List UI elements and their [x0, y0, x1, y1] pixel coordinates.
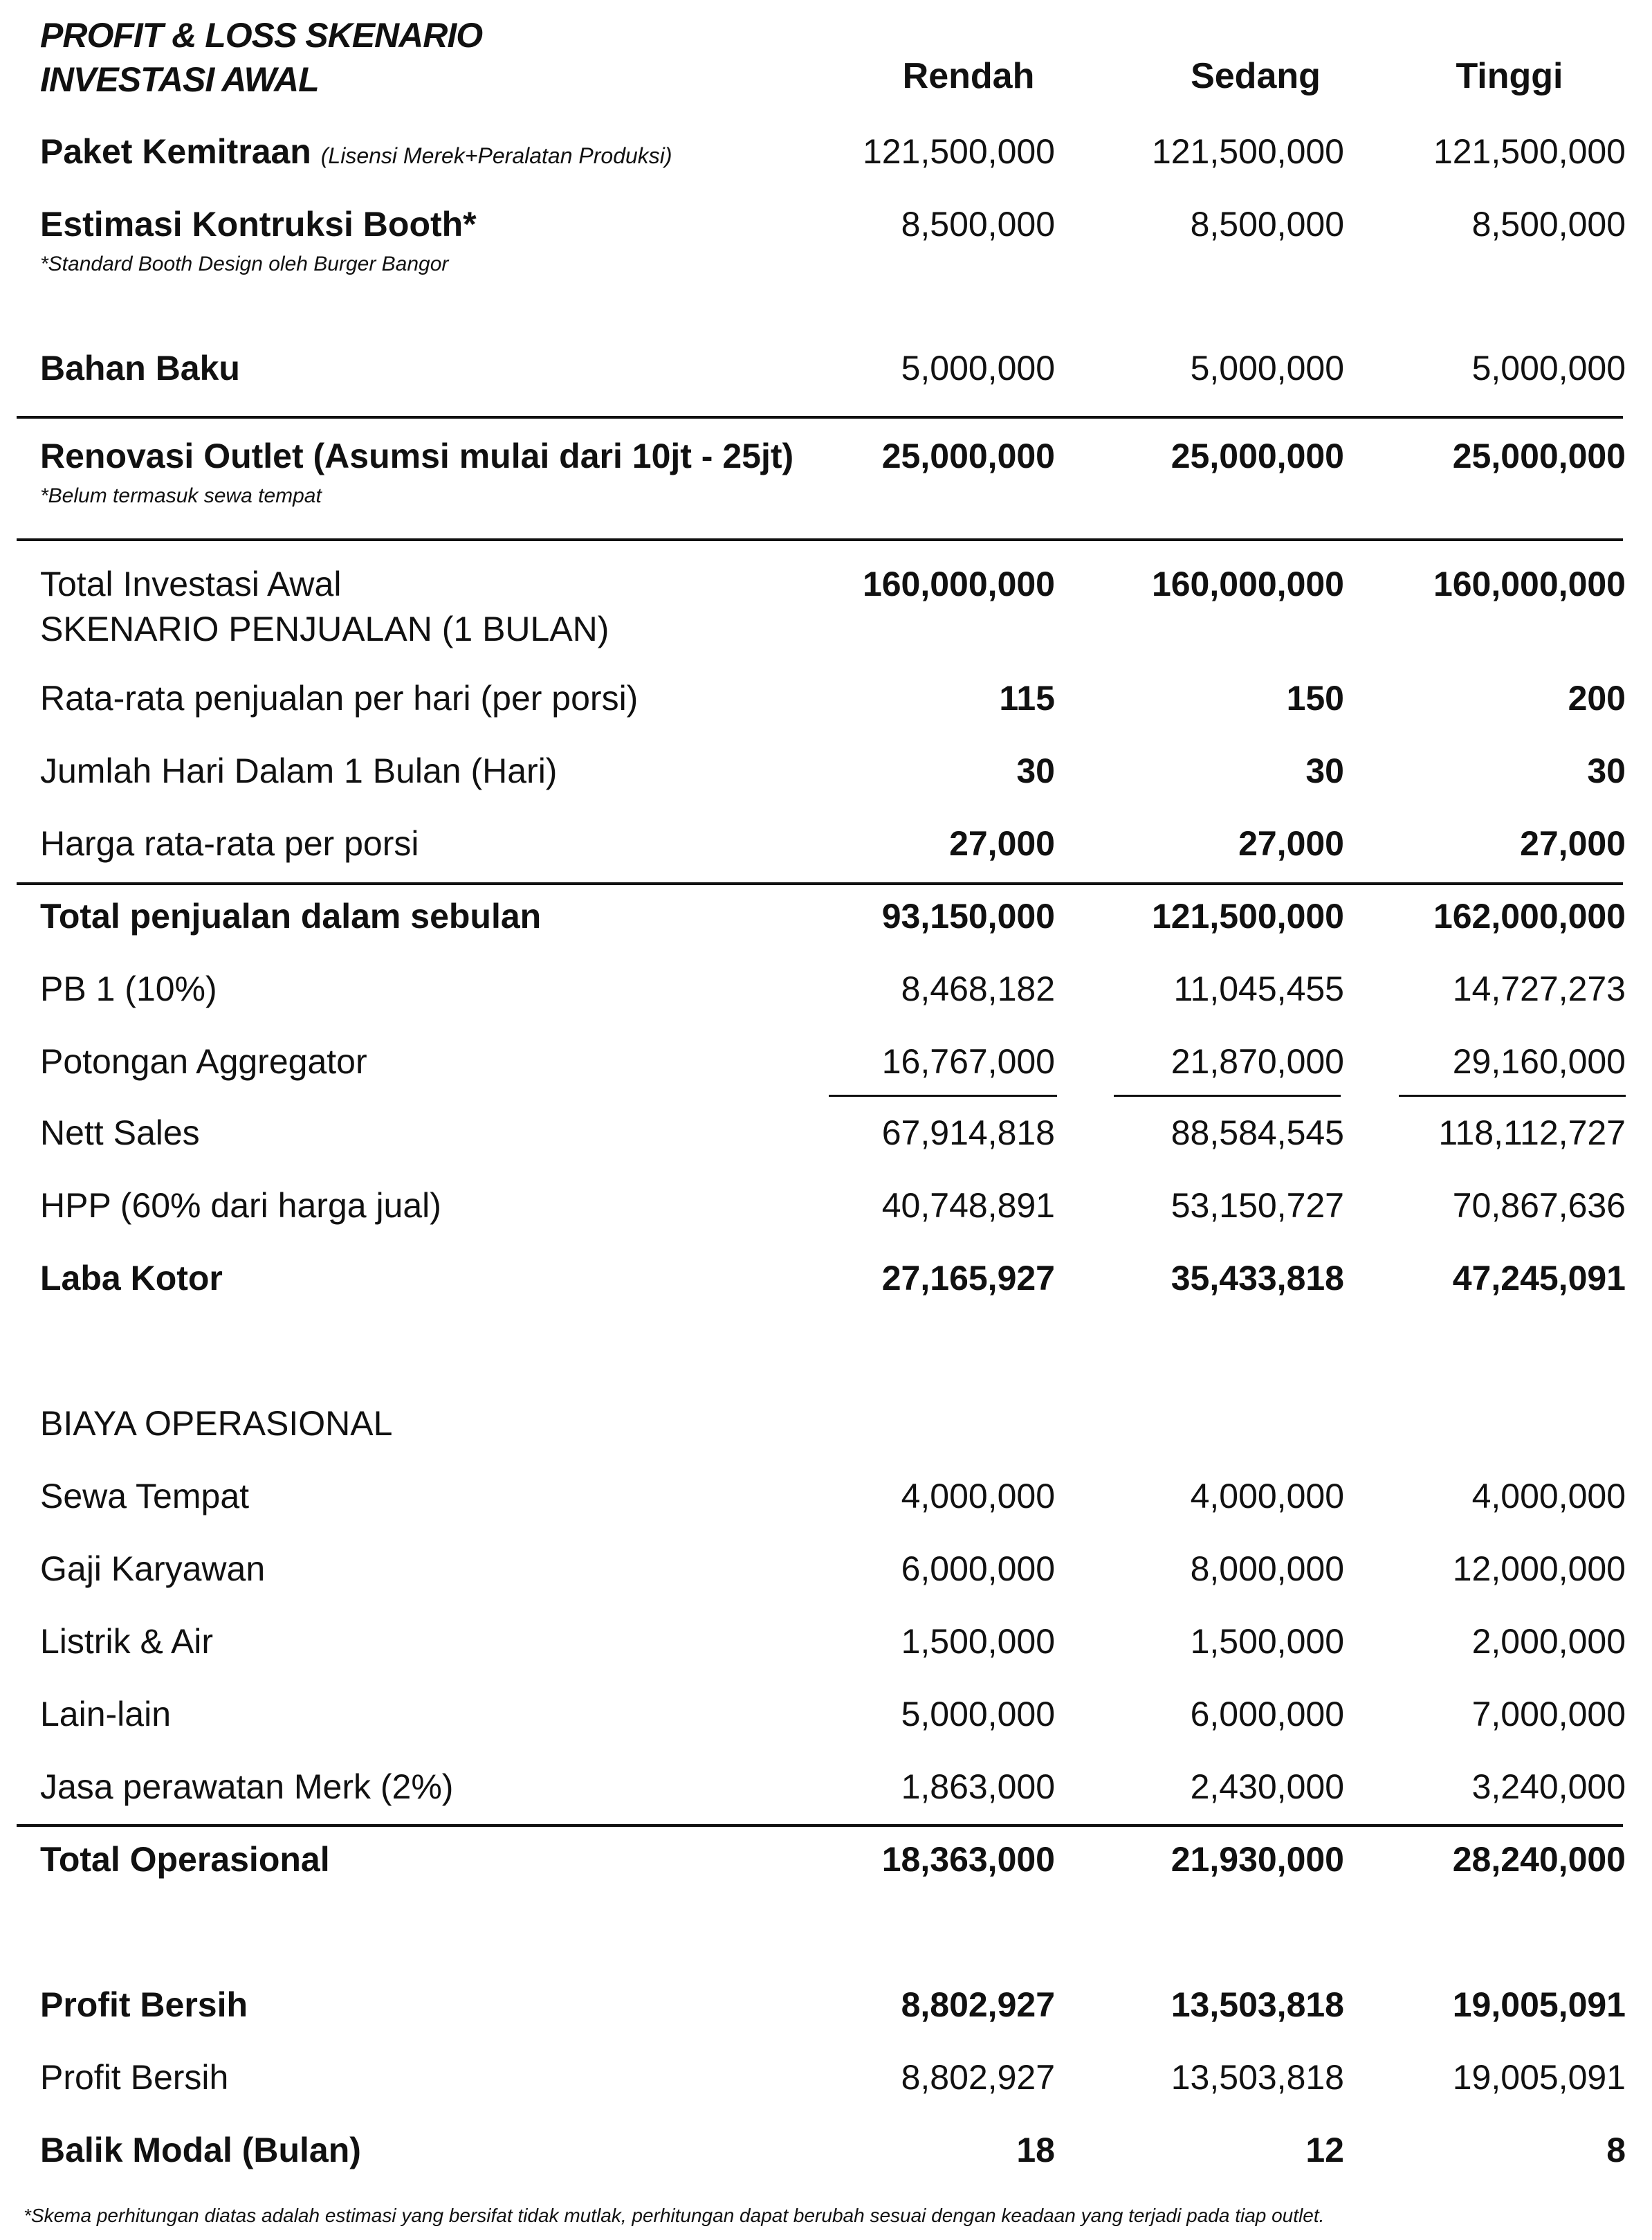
value-sedang: 8,500,000 [1190, 205, 1344, 244]
row-label: Lain-lain [40, 1695, 172, 1733]
value-sedang: 12 [1305, 2131, 1344, 2169]
value-sedang: 53,150,727 [1171, 1186, 1344, 1225]
row-label: Balik Modal (Bulan) [40, 2131, 361, 2169]
row-label: Harga rata-rata per porsi [40, 824, 419, 863]
divider-rule [17, 416, 1623, 419]
title-line-2: INVESTASI AWAL [40, 60, 319, 99]
value-rendah: 40,748,891 [881, 1186, 1055, 1225]
row-sewa-tempat [0, 1476, 1652, 1531]
title-line-1: PROFIT & LOSS SKENARIO [40, 16, 483, 55]
row-bahan-baku [0, 348, 1652, 403]
value-rendah: 8,802,927 [901, 1985, 1055, 2024]
row-label: Gaji Karyawan [40, 1549, 266, 1588]
row-jumlah-hari [0, 751, 1652, 806]
section-title: SKENARIO PENJUALAN (1 BULAN) [40, 610, 609, 648]
value-rendah: 1,863,000 [901, 1767, 1055, 1806]
value-sedang: 1,500,000 [1190, 1622, 1344, 1661]
section-heading-biaya [0, 1403, 1652, 1459]
row-profit-bersih-bold [0, 1985, 1652, 2040]
value-tinggi: 7,000,000 [1471, 1695, 1626, 1733]
value-sedang: 6,000,000 [1190, 1695, 1344, 1733]
value-tinggi: 27,000 [1520, 824, 1626, 863]
value-rendah: 27,000 [949, 824, 1055, 863]
row-balik-modal [0, 2130, 1652, 2185]
section-heading-skenario [0, 609, 1652, 664]
row-label: Paket Kemitraan [40, 132, 311, 171]
value-rendah: 4,000,000 [901, 1477, 1055, 1515]
row-label: Profit Bersih [40, 2058, 229, 2097]
row-label: Profit Bersih [40, 1985, 248, 2024]
row-label: Rata-rata penjualan per hari (per porsi) [40, 679, 639, 718]
row-renovasi-outlet [0, 436, 1652, 507]
row-gaji-karyawan [0, 1549, 1652, 1604]
value-tinggi: 8,500,000 [1471, 205, 1626, 244]
value-tinggi: 2,000,000 [1471, 1622, 1626, 1661]
value-sedang: 5,000,000 [1190, 349, 1344, 388]
row-sublabel: (Lisensi Merek+Peralatan Produksi) [320, 143, 672, 168]
value-sedang: 13,503,818 [1171, 2058, 1344, 2097]
row-label: Jumlah Hari Dalam 1 Bulan (Hari) [40, 752, 558, 790]
value-sedang: 21,930,000 [1171, 1840, 1344, 1879]
value-sedang: 21,870,000 [1171, 1042, 1344, 1081]
value-sedang: 4,000,000 [1190, 1477, 1344, 1515]
value-tinggi: 8 [1606, 2131, 1626, 2169]
value-rendah: 5,000,000 [901, 1695, 1055, 1733]
value-rendah: 16,767,000 [881, 1042, 1055, 1081]
value-rendah: 8,802,927 [901, 2058, 1055, 2097]
value-tinggi: 28,240,000 [1452, 1840, 1626, 1879]
value-rendah: 18 [1016, 2131, 1055, 2169]
value-tinggi: 5,000,000 [1471, 349, 1626, 388]
row-label: Bahan Baku [40, 349, 240, 388]
value-rendah: 27,165,927 [881, 1259, 1055, 1297]
row-rata-penjualan [0, 678, 1652, 734]
divider-rule [17, 882, 1623, 885]
subtotal-rule-sedang [1114, 1095, 1341, 1097]
value-rendah: 8,500,000 [901, 205, 1055, 244]
row-nett-sales [0, 1113, 1652, 1168]
value-sedang: 13,503,818 [1171, 1985, 1344, 2024]
row-label: HPP (60% dari harga jual) [40, 1186, 441, 1225]
value-rendah: 8,468,182 [901, 969, 1055, 1008]
row-harga-rata [0, 823, 1652, 879]
value-tinggi: 160,000,000 [1433, 565, 1626, 603]
value-sedang: 121,500,000 [1151, 132, 1344, 171]
row-label: Sewa Tempat [40, 1477, 250, 1515]
value-rendah: 30 [1016, 752, 1055, 790]
row-pb1 [0, 969, 1652, 1024]
row-label: Estimasi Kontruksi Booth* [40, 205, 477, 244]
value-sedang: 27,000 [1238, 824, 1344, 863]
value-sedang: 121,500,000 [1151, 897, 1344, 936]
row-potongan-aggregator [0, 1041, 1652, 1097]
row-label: PB 1 (10%) [40, 969, 217, 1008]
value-tinggi: 70,867,636 [1452, 1186, 1626, 1225]
value-rendah: 1,500,000 [901, 1622, 1055, 1661]
value-sedang: 150 [1286, 679, 1344, 718]
value-sedang: 8,000,000 [1190, 1549, 1344, 1588]
row-profit-bersih [0, 2057, 1652, 2113]
row-label: Potongan Aggregator [40, 1042, 367, 1081]
value-tinggi: 118,112,727 [1438, 1113, 1626, 1152]
value-rendah: 18,363,000 [881, 1840, 1055, 1879]
subtotal-rule-rendah [829, 1095, 1057, 1097]
value-tinggi: 162,000,000 [1433, 897, 1626, 936]
row-note: *Belum termasuk sewa tempat [40, 484, 322, 507]
value-sedang: 2,430,000 [1190, 1767, 1344, 1806]
row-label: Total Investasi Awal [40, 565, 342, 603]
value-sedang: 88,584,545 [1171, 1113, 1344, 1152]
value-tinggi: 30 [1587, 752, 1626, 790]
value-rendah: 6,000,000 [901, 1549, 1055, 1588]
row-estimasi-booth [0, 204, 1652, 275]
value-rendah: 25,000,000 [881, 437, 1055, 475]
row-total-operasional [0, 1839, 1652, 1895]
row-lain-lain [0, 1694, 1652, 1749]
value-sedang: 11,045,455 [1173, 969, 1344, 1008]
row-label: Laba Kotor [40, 1259, 223, 1297]
value-tinggi: 47,245,091 [1452, 1259, 1626, 1297]
row-label: Jasa perawatan Merk (2%) [40, 1767, 454, 1806]
row-label: Listrik & Air [40, 1622, 214, 1661]
row-label: Nett Sales [40, 1113, 200, 1152]
value-rendah: 160,000,000 [862, 565, 1055, 603]
column-header-tinggi: Tinggi [1456, 56, 1563, 96]
value-rendah: 5,000,000 [901, 349, 1055, 388]
value-tinggi: 29,160,000 [1452, 1042, 1626, 1081]
value-tinggi: 3,240,000 [1471, 1767, 1626, 1806]
value-rendah: 93,150,000 [881, 897, 1055, 936]
value-tinggi: 19,005,091 [1452, 2058, 1626, 2097]
value-tinggi: 25,000,000 [1452, 437, 1626, 475]
value-rendah: 121,500,000 [862, 132, 1055, 171]
row-label: Total Operasional [40, 1840, 330, 1879]
value-sedang: 160,000,000 [1151, 565, 1344, 603]
value-rendah: 67,914,818 [881, 1113, 1055, 1152]
row-laba-kotor [0, 1258, 1652, 1313]
value-sedang: 30 [1305, 752, 1344, 790]
footnote: *Skema perhitungan diatas adalah estimasi yang bersifat tidak mutlak, perhitungan dapat berubah sesuai dengan keadaan yang terjadi pada tiap outlet. [24, 2205, 1325, 2226]
row-jasa-perawatan [0, 1767, 1652, 1822]
value-sedang: 25,000,000 [1171, 437, 1344, 475]
subtotal-rule-tinggi [1399, 1095, 1626, 1097]
value-tinggi: 12,000,000 [1452, 1549, 1626, 1588]
row-note: *Standard Booth Design oleh Burger Bangor [40, 253, 449, 275]
row-total-penjualan [0, 896, 1652, 951]
section-title: BIAYA OPERASIONAL [40, 1404, 393, 1443]
value-rendah: 115 [999, 679, 1055, 718]
row-listrik-air [0, 1621, 1652, 1677]
value-tinggi: 14,727,273 [1452, 969, 1626, 1008]
value-sedang: 35,433,818 [1171, 1259, 1344, 1297]
value-tinggi: 19,005,091 [1452, 1985, 1626, 2024]
row-paket-kemitraan [0, 131, 1652, 187]
divider-rule [17, 538, 1623, 541]
row-label: Total penjualan dalam sebulan [40, 897, 542, 936]
row-hpp [0, 1185, 1652, 1241]
column-header-sedang: Sedang [1191, 56, 1321, 96]
value-tinggi: 4,000,000 [1471, 1477, 1626, 1515]
value-tinggi: 200 [1568, 679, 1626, 718]
value-tinggi: 121,500,000 [1433, 132, 1626, 171]
row-label-wrap [40, 131, 672, 172]
row-label: Renovasi Outlet (Asumsi mulai dari 10jt - 25jt) [40, 437, 794, 475]
divider-rule [17, 1824, 1623, 1827]
column-header-rendah: Rendah [902, 56, 1035, 96]
